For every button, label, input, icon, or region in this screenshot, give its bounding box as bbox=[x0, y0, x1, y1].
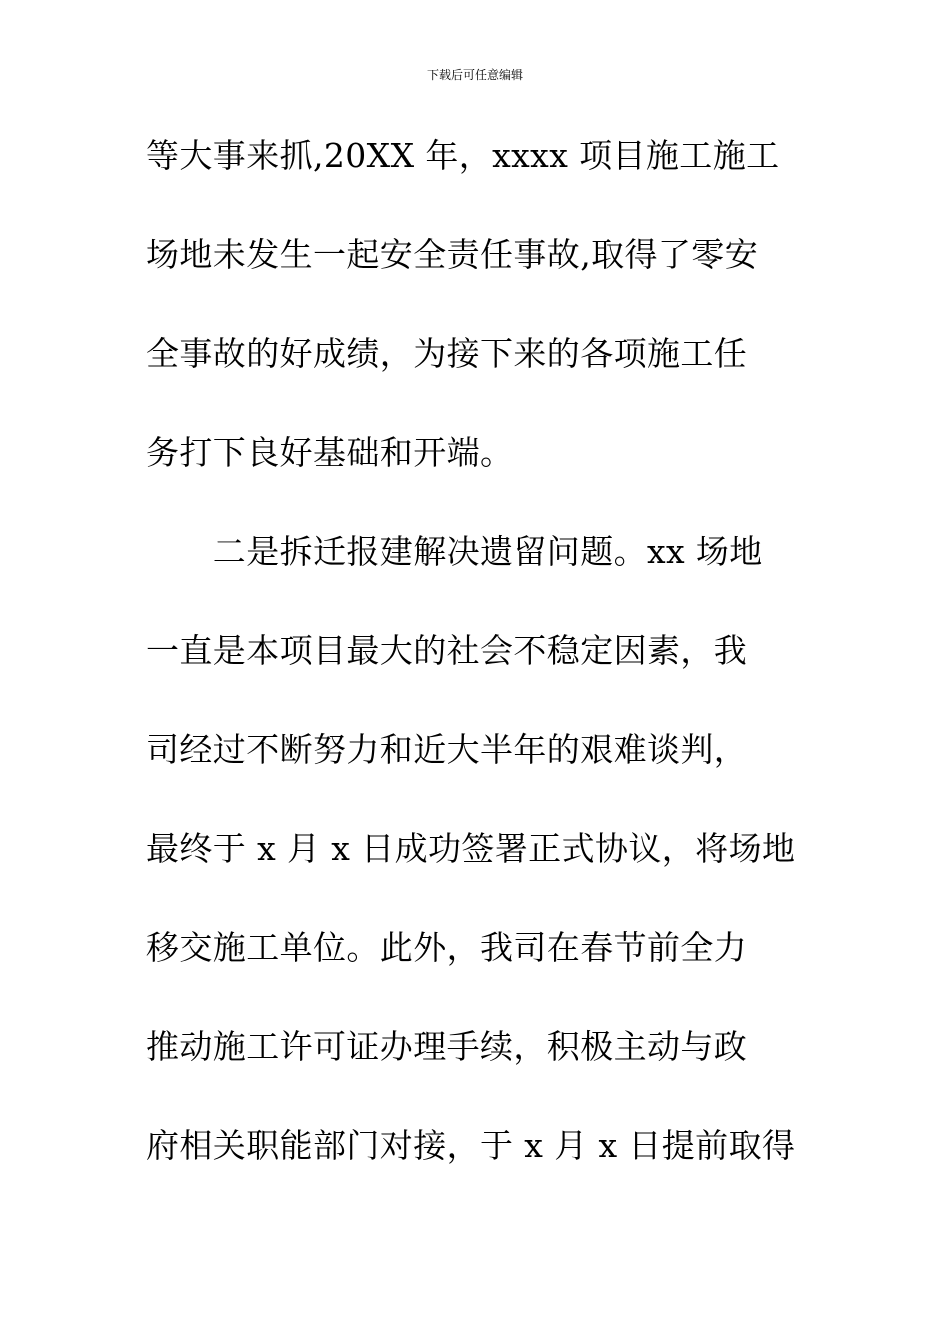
paragraph-start-line: 二是拆迁报建解决遗留问题。xx 场地 bbox=[146, 532, 763, 571]
text-line: 全事故的好成绩，为接下来的各项施工任 bbox=[146, 334, 748, 373]
page-header: 下载后可任意编辑 bbox=[426, 68, 523, 82]
document-body bbox=[146, 128, 816, 1217]
text-line: 推动施工许可证办理手续，积极主动与政 bbox=[146, 1027, 748, 1066]
text-line: 场地未发生一起安全责任事故,取得了零安 bbox=[146, 235, 759, 274]
text-line: 府相关职能部门对接，于 x 月 x 日提前取得 bbox=[146, 1126, 796, 1165]
text-line: 等大事来抓,20XX 年，xxxx 项目施工施工 bbox=[146, 136, 780, 175]
text-line: 一直是本项目最大的社会不稳定因素，我 bbox=[146, 631, 748, 670]
text-line: 最终于 x 月 x 日成功签署正式协议，将场地 bbox=[146, 829, 796, 868]
text-line: 司经过不断努力和近大半年的艰难谈判， bbox=[146, 730, 748, 769]
text-line: 务打下良好基础和开端。 bbox=[146, 433, 514, 472]
text-line: 移交施工单位。此外，我司在春节前全力 bbox=[146, 928, 748, 967]
